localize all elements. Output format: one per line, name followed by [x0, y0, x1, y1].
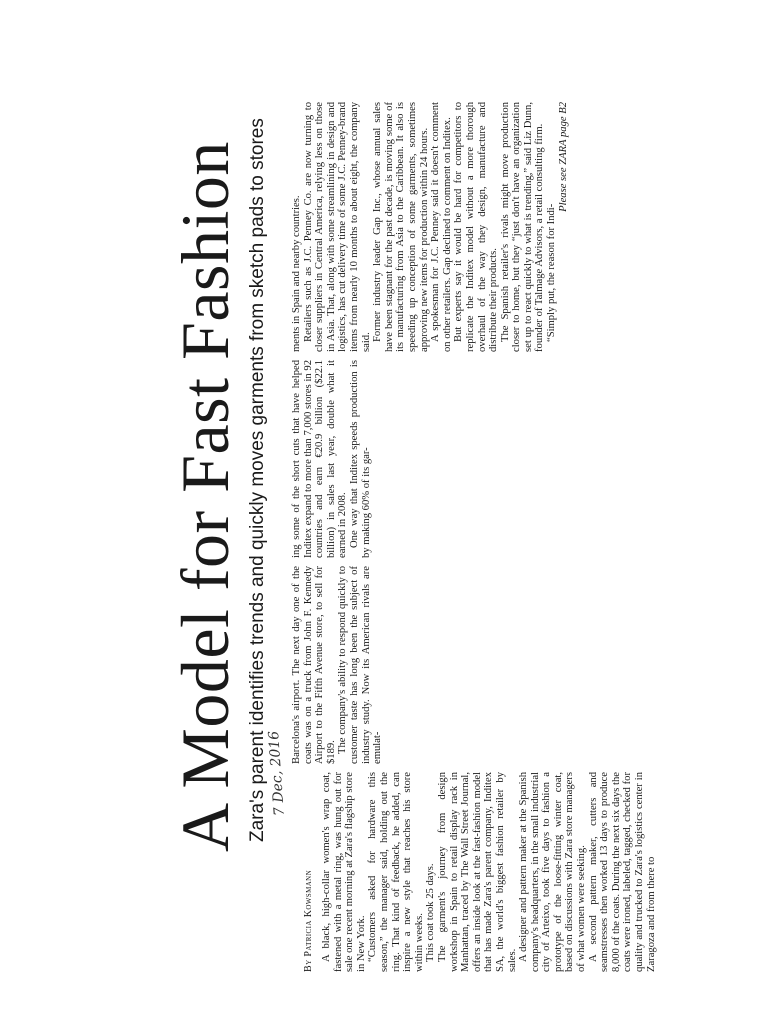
- paragraph: “Customers asked for hardware this season,” the manager said, holding out the ring. That kind of feedback, he added, can inspire a new style that reaches his store within weeks.: [367, 772, 425, 972]
- newspaper-clipping: [161, 92, 657, 972]
- continuation-note: Please see ZARA page B2: [557, 102, 569, 212]
- paragraph: One way that Inditex speeds production is by making 60% of its gar-: [348, 360, 372, 558]
- paragraph: The garment's journey from design workshop in Spain to retail display rack in Manhattan, traced by The Wall Street Journal, offers an inside look at the fast-fashion model that has made Zara's parent company, Inditex SA, the world's biggest fashion retailer by sales.: [436, 772, 518, 972]
- subheadline: Zara's parent identifies trends and quickly moves garments from sketch pads to stores: [247, 118, 268, 842]
- paragraph: A second pattern maker, cutters and seamstresses then worked 13 days to produce 8,000 of the coats. During the next six days the coats were ironed, labeled, tagged, checked for quality and trucked to Zara's logistics center in Zaragoza and from there to: [587, 772, 657, 972]
- paragraph: ments in Spain and nearby countries.: [291, 195, 302, 352]
- paragraph: A designer and pattern maker at the Spanish company's headquarters, in the small industrial city of Arteixo, took five days to fashion a prototype of the loose-fitting winter coat, based on discussions with Zara store managers of what women were seeking.: [518, 772, 588, 972]
- handwritten-date: 7 Dec, 2016: [266, 730, 288, 817]
- article-column-3: [291, 360, 381, 558]
- paragraph: Former industry leader Gap Inc., whose annual sales have been stagnant for the past decade, is moving some of its manufacturing from Asia to the Caribbean. It also is speeding up conception of some garments, sometimes approving new items for production within 24 hours.: [372, 102, 430, 352]
- paragraph: Retailers such as J.C. Penney Co. are now turning to closer suppliers in Central America, relying less on those in Asia. That, along with some streamlining in design and logistics, has cut delivery time of some J.C. Penney-brand items from nearly 10 months to about eight, the company said.: [302, 102, 372, 352]
- article-column-2: [291, 566, 384, 764]
- paragraph: The company's ability to respond quickly to customer taste has long been the subject of industry study. Now its American rivals are emulat-: [337, 566, 384, 764]
- article-column-1: [321, 772, 657, 972]
- byline: By Patricia Kowsmann: [303, 869, 314, 972]
- paragraph: But experts say it would be hard for competitors to replicate the Inditex model without a more thorough overhaul of the way they design, manufacture and distribute their products.: [453, 102, 500, 352]
- headline: A Model for Fast Fashion: [167, 141, 243, 852]
- paragraph: This coat took 25 days.: [425, 863, 437, 962]
- paragraph: The Spanish retailer's rivals might move production closer to home, but they “just don't have an organization set up to react quickly to what is trending,” said Liz Dunn, founder of Talmage Advisors, a retail consulting firm.: [499, 102, 546, 352]
- paragraph: “Simply put, the reason for Indi-: [546, 203, 558, 342]
- paragraph: ing some of the short cuts that have helped Inditex expand to more than 7,000 stores in 92 countries and earn €20.9 billion ($22.1 billion) in sales last year, double what it earned in 2008.: [291, 360, 349, 558]
- paragraph: A black, high-collar women's wrap coat, fastened with a metal ring, was hung out for sale one recent morning at Zara's flagship store in New York.: [321, 772, 367, 972]
- article-column-4: [291, 102, 621, 352]
- paragraph: A spokesman for J.C. Penney said it doesn't comment on other retailers. Gap declined to comment on Inditex.: [430, 102, 453, 352]
- paragraph: Barcelona's airport. The next day one of the coats was on a truck from John F. Kennedy Airport to the Fifth Avenue store, to sell for $189.: [291, 566, 337, 764]
